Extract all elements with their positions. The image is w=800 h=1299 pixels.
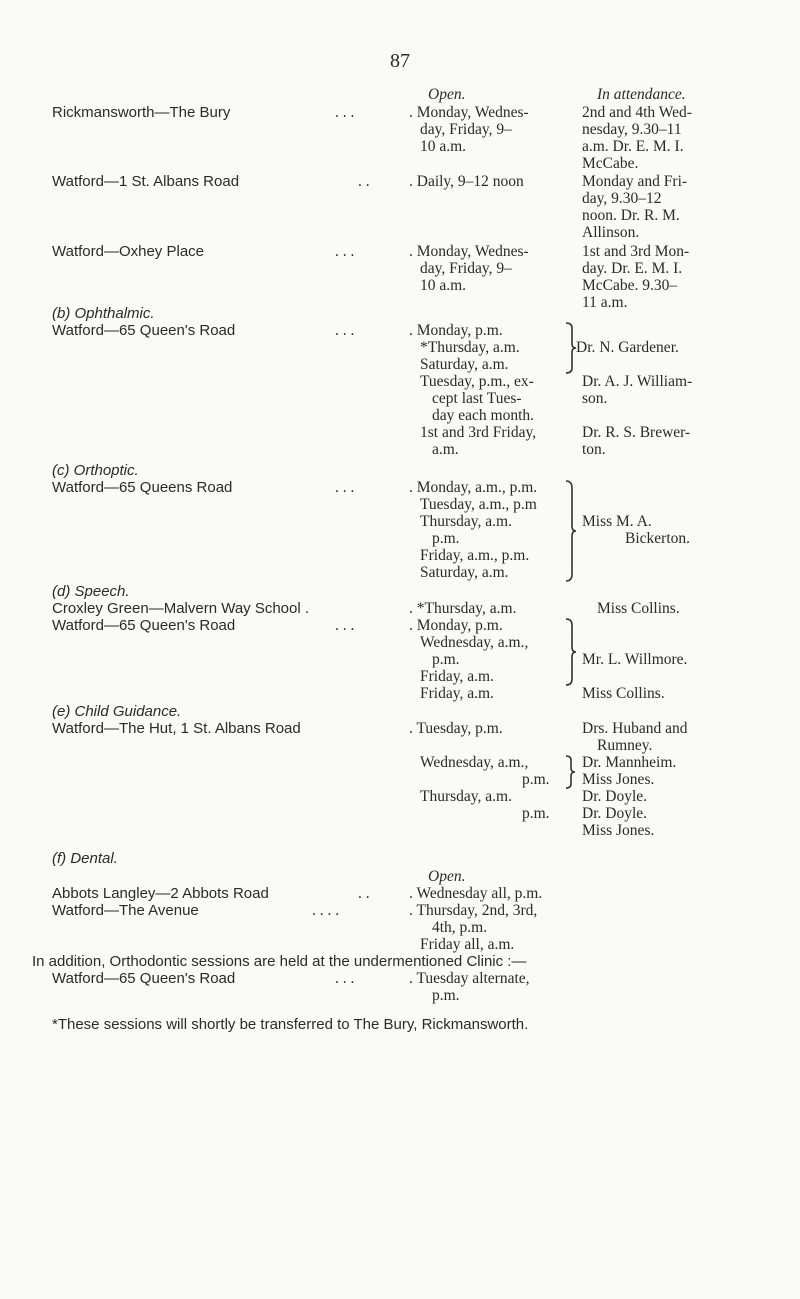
place-orthoptic: Watford—65 Queens Road — [52, 479, 233, 496]
attendance-line: Dr. N. Gardener. — [576, 339, 679, 356]
attendance-line: Dr. Doyle. — [582, 788, 648, 805]
open-line: p.m. — [432, 987, 460, 1004]
brace-icon — [564, 755, 578, 789]
attendance-line: Dr. R. S. Brewer- — [582, 424, 691, 441]
open-line: Friday, a.m. — [420, 685, 494, 702]
leader-dots: . . — [358, 885, 370, 902]
place-abbots-langley: Abbots Langley—2 Abbots Road — [52, 885, 269, 902]
attendance-line: Dr. Doyle. — [582, 805, 648, 822]
brace-icon — [564, 618, 578, 686]
leader-dots: . . — [358, 173, 370, 190]
attendance-line: McCabe. — [582, 155, 639, 172]
open-line: . Wednesday all, p.m. — [409, 885, 543, 902]
attendance-line: Allinson. — [582, 224, 640, 241]
place-croxley: Croxley Green—Malvern Way School . — [52, 600, 310, 617]
place-child-guidance: Watford—The Hut, 1 St. Albans Road — [52, 720, 301, 737]
leader-dots: . . . — [335, 479, 355, 496]
open-line: Wednesday, a.m., — [420, 754, 529, 771]
attendance-line: Dr. Mannheim. — [582, 754, 677, 771]
leader-dots: . . . — [335, 322, 355, 339]
open-line: p.m. — [432, 651, 460, 668]
attendance-line: Miss Jones. — [582, 822, 655, 839]
open-line: Thursday, a.m. — [420, 788, 512, 805]
open-line: . Daily, 9–12 noon — [409, 173, 524, 190]
page-number: 87 — [390, 50, 410, 72]
leader-dots: . . . — [335, 104, 355, 121]
orthodontic-intro: In addition, Orthodontic sessions are held at the undermentioned Clinic :— — [32, 953, 527, 970]
attendance-line: nesday, 9.30–11 — [582, 121, 682, 138]
open-line: . Monday, p.m. — [409, 617, 503, 634]
attendance-line: Bickerton. — [625, 530, 690, 547]
open-line: p.m. — [432, 530, 460, 547]
attendance-line: Miss M. A. — [582, 513, 652, 530]
attendance-line: Rumney. — [597, 737, 653, 754]
open-line: 10 a.m. — [420, 277, 467, 294]
attendance-header: In attendance. — [597, 86, 686, 103]
place-orthodontic: Watford—65 Queen's Road — [52, 970, 236, 987]
place-speech-watford: Watford—65 Queen's Road — [52, 617, 236, 634]
attendance-line: Mr. L. Willmore. — [582, 651, 688, 668]
brace-icon — [564, 480, 578, 582]
open-line: . Tuesday, p.m. — [409, 720, 503, 737]
attendance-line: 11 a.m. — [582, 294, 628, 311]
attendance-line: son. — [582, 390, 608, 407]
open-line: Tuesday, a.m., p.m — [420, 496, 537, 513]
attendance-line: a.m. Dr. E. M. I. — [582, 138, 684, 155]
open-line: a.m. — [432, 441, 459, 458]
attendance-line: McCabe. 9.30– — [582, 277, 678, 294]
place-rickmansworth: Rickmansworth—The Bury — [52, 104, 231, 121]
section-heading-child-guidance: (e) Child Guidance. — [52, 703, 182, 720]
open-header: Open. — [428, 86, 466, 103]
attendance-line: Monday and Fri- — [582, 173, 688, 190]
open-line: Friday all, a.m. — [420, 936, 515, 953]
attendance-line: Miss Collins. — [597, 600, 680, 617]
open-line: Wednesday, a.m., — [420, 634, 529, 651]
open-line: 1st and 3rd Friday, — [420, 424, 537, 441]
open-line: Saturday, a.m. — [420, 564, 509, 581]
attendance-line: ton. — [582, 441, 606, 458]
open-line: 10 a.m. — [420, 138, 467, 155]
section-heading-ophthalmic: (b) Ophthalmic. — [52, 305, 155, 322]
attendance-line: 1st and 3rd Mon- — [582, 243, 690, 260]
leader-dots: . . . . — [312, 902, 340, 919]
attendance-line: day. Dr. E. M. I. — [582, 260, 683, 277]
attendance-line: 2nd and 4th Wed- — [582, 104, 692, 121]
open-line: 4th, p.m. — [432, 919, 488, 936]
open-line: day, Friday, 9– — [420, 260, 512, 277]
open-line: . Monday, Wednes- — [409, 104, 529, 121]
open-line: p.m. — [522, 771, 550, 788]
attendance-line: Drs. Huband and — [582, 720, 688, 737]
open-line: cept last Tues- — [432, 390, 522, 407]
open-line: Friday, a.m., p.m. — [420, 547, 530, 564]
place-ophthalmic: Watford—65 Queen's Road — [52, 322, 236, 339]
open-line: . Monday, a.m., p.m. — [409, 479, 538, 496]
open-line: Tuesday, p.m., ex- — [420, 373, 534, 390]
attendance-line: noon. Dr. R. M. — [582, 207, 680, 224]
footnote: *These sessions will shortly be transferred to The Bury, Rickmansworth. — [52, 1016, 529, 1033]
open-line: Friday, a.m. — [420, 668, 494, 685]
attendance-line: Miss Jones. — [582, 771, 655, 788]
open-line: . Monday, p.m. — [409, 322, 503, 339]
place-the-avenue: Watford—The Avenue — [52, 902, 199, 919]
open-line: Thursday, a.m. — [420, 513, 512, 530]
attendance-line: day, 9.30–12 — [582, 190, 662, 207]
open-header-dental: Open. — [428, 868, 466, 885]
open-line: *Thursday, a.m. — [420, 339, 520, 356]
leader-dots: . . . — [335, 243, 355, 260]
leader-dots: . . . — [335, 970, 355, 987]
open-line: . *Thursday, a.m. — [409, 600, 517, 617]
open-line: Saturday, a.m. — [420, 356, 509, 373]
place-watford-st-albans: Watford—1 St. Albans Road — [52, 173, 240, 190]
open-line: day each month. — [432, 407, 535, 424]
section-heading-orthoptic: (c) Orthoptic. — [52, 462, 139, 479]
section-heading-speech: (d) Speech. — [52, 583, 130, 600]
attendance-line: Dr. A. J. William- — [582, 373, 693, 390]
place-oxhey: Watford—Oxhey Place — [52, 243, 204, 260]
open-line: . Tuesday alternate, — [409, 970, 530, 987]
section-heading-dental: (f) Dental. — [52, 850, 118, 867]
open-line: p.m. — [522, 805, 550, 822]
open-line: day, Friday, 9– — [420, 121, 512, 138]
open-line: . Monday, Wednes- — [409, 243, 529, 260]
open-line: . Thursday, 2nd, 3rd, — [409, 902, 538, 919]
leader-dots: . . . — [335, 617, 355, 634]
attendance-line: Miss Collins. — [582, 685, 665, 702]
